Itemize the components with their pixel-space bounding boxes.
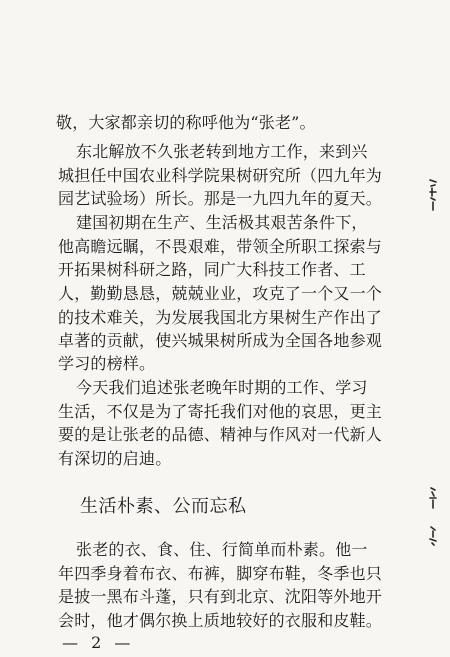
- text-line: 卓著的贡献，使兴城果树所成为全国各地参观: [58, 331, 383, 350]
- text-line: 东北解放不久张老转到地方工作，来到兴: [76, 142, 368, 161]
- text-line: 建国初期在生产、生活极其艰苦条件下，: [76, 213, 368, 232]
- text-line: 要的是让张老的品德、精神与作风对一代新人: [58, 425, 383, 444]
- text-line: 城担任中国农业科学院果树研究所（四九年为: [58, 166, 383, 185]
- text-line: 敬，大家都亲切的称呼他为“张老”。: [56, 113, 316, 132]
- margin-mark-icon: [428, 178, 438, 212]
- text-line: 是披一黑布斗蓬，只有到北京、沈阳等外地开: [58, 587, 383, 606]
- text-line: 的技术难关，为发展我国北方果树生产作出了: [58, 308, 383, 327]
- text-line: 学习的榜样。: [58, 354, 156, 373]
- text-line: 人，勤勤恳恳，兢兢业业，攻克了一个又一个: [58, 284, 383, 303]
- text-line: 生活，不仅是为了寄托我们对他的哀思，更主: [58, 402, 383, 421]
- text-line: 他高瞻远瞩，不畏艰难，带领全所职工探索与: [58, 237, 383, 256]
- page-number: — 2 —: [62, 633, 135, 652]
- section-heading: 生活朴素、公而忘私: [80, 496, 247, 517]
- text-line: 开拓果树科研之路，同广大科技工作者、工: [58, 260, 366, 279]
- text-line: 园艺试验场）所长。那是一九四九年的夏天。: [58, 189, 383, 208]
- text-line: 今天我们追述张老晚年时期的工作、学习: [76, 378, 368, 397]
- margin-mark-icon: [428, 525, 438, 547]
- text-line: 有深切的启迪。: [58, 449, 172, 468]
- margin-mark-icon: [428, 486, 438, 510]
- text-line: 年四季身着布衣、布裤，脚穿布鞋，冬季也只: [58, 564, 383, 583]
- text-line: 张老的衣、食、住、行简单而朴素。他一: [76, 540, 368, 559]
- text-line: 会时，他才偶尔换上质地较好的衣服和皮鞋。: [58, 611, 383, 630]
